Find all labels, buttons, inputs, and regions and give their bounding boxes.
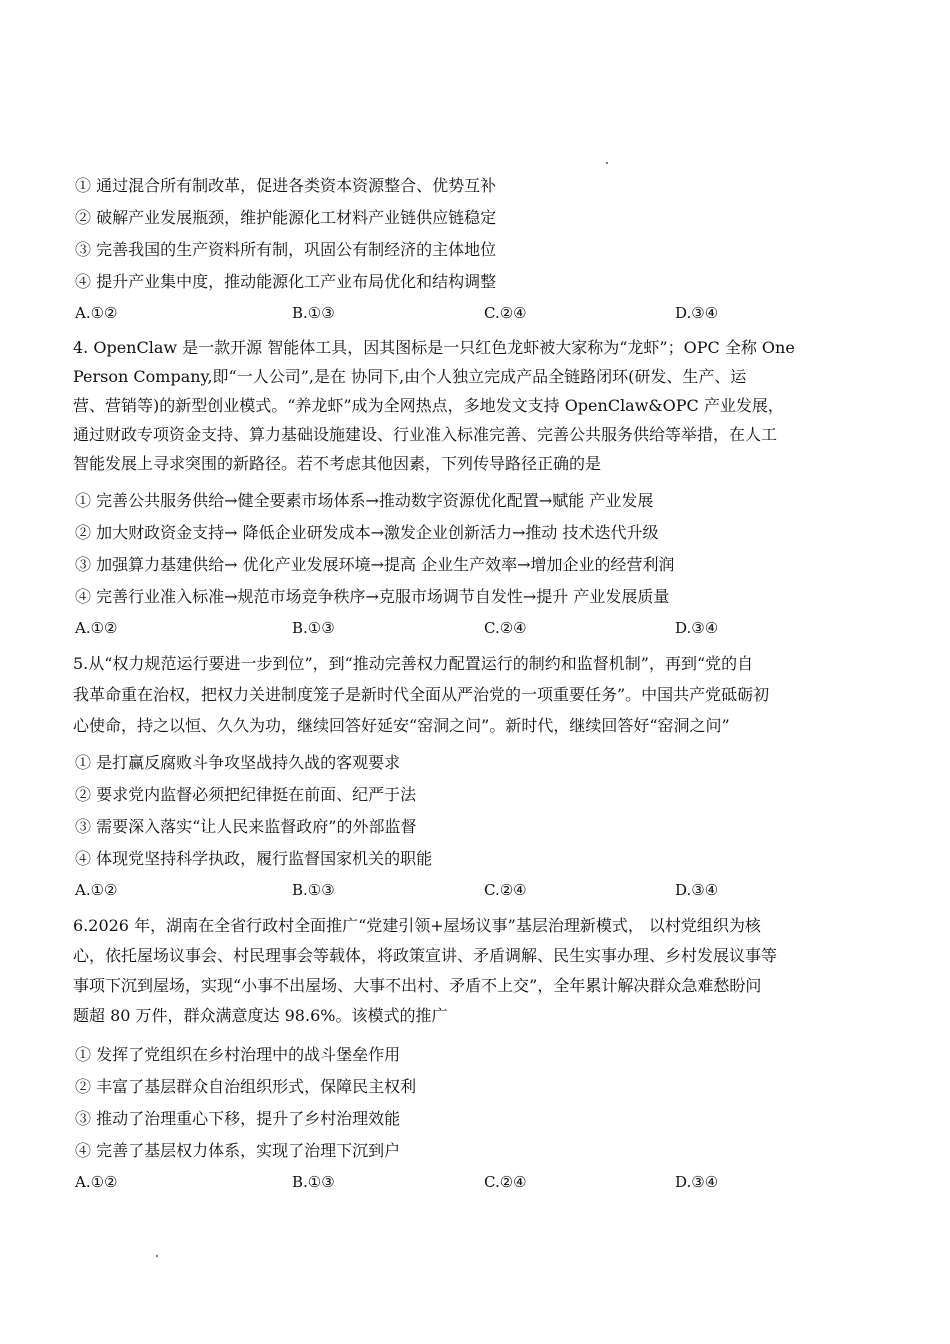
q6-option-d: D.③④: [675, 1173, 719, 1191]
q3-statement-4: ④ 提升产业集中度，推动能源化工产业布局优化和结构调整: [75, 272, 497, 291]
q6-stem-line-3: 事项下沉到屋场，实现“小事不出屋场、大事不出村、矛盾不上交”，全年累计解决群众急难愁盼问: [73, 976, 762, 995]
q4-stem-line-5: 智能发展上寻求突围的新路径。若不考虑其他因素，下列传导路径正确的是: [73, 454, 602, 473]
q6-stem-line-2: 心，依托屋场议事会、村民理事会等载体，将政策宣讲、矛盾调解、民生实事办理、乡村发展议事等: [73, 946, 778, 965]
q4-option-b: B.①③: [292, 619, 335, 637]
q4-option-a: A.①②: [75, 619, 118, 637]
q5-stem-line-1: 5.从“权力规范运行要进一步到位”，到“推动完善权力配置运行的制约和监督机制”，再到“党的自: [73, 654, 754, 673]
q6-statement-2: ② 丰富了基层群众自治组织形式，保障民主权利: [75, 1077, 417, 1096]
q5-option-a: A.①②: [75, 881, 118, 899]
q5-option-b: B.①③: [292, 881, 335, 899]
q3-statement-2: ② 破解产业发展瓶颈，维护能源化工材料产业链供应链稳定: [75, 208, 497, 227]
q3-option-b: B.①③: [292, 304, 335, 322]
q4-stem-line-2: Person Company,即“一人公司”,是在 协同下,由个人独立完成产品全链路闭环(研发、生产、运: [73, 367, 747, 386]
q3-option-a: A.①②: [75, 304, 118, 322]
q5-option-c: C.②④: [484, 881, 527, 899]
page-speck-bottom: [156, 1255, 158, 1257]
q5-statement-3: ③ 需要深入落实“让人民来监督政府”的外部监督: [75, 817, 417, 836]
q5-stem-line-2: 我革命重在治权，把权力关进制度笼子是新时代全面从严治党的一项重要任务”。中国共产党砥砺初: [73, 685, 770, 704]
q3-option-d: D.③④: [675, 304, 719, 322]
q4-stem-line-1: 4. OpenClaw 是一款开源 智能体工具，因其图标是一只红色龙虾被大家称为“龙虾”；OPC 全称 One: [73, 338, 795, 357]
q6-statement-1: ① 发挥了党组织在乡村治理中的战斗堡垒作用: [75, 1045, 401, 1064]
q5-statement-4: ④ 体现党坚持科学执政，履行监督国家机关的职能: [75, 849, 433, 868]
q6-stem-line-1: 6.2026 年，湖南在全省行政村全面推广“党建引领+屋场议事”基层治理新模式， 以村党组织为核: [73, 916, 761, 935]
q4-statement-3: ③ 加强算力基建供给→ 优化产业发展环境→提高 企业生产效率→增加企业的经营利润: [75, 555, 675, 574]
q4-statement-4: ④ 完善行业准入标准→规范市场竞争秩序→克服市场调节自发性→提升 产业发展质量: [75, 587, 670, 606]
q6-statement-3: ③ 推动了治理重心下移，提升了乡村治理效能: [75, 1109, 401, 1128]
q6-option-c: C.②④: [484, 1173, 527, 1191]
q4-option-d: D.③④: [675, 619, 719, 637]
q4-statement-1: ① 完善公共服务供给→健全要素市场体系→推动数字资源优化配置→赋能 产业发展: [75, 491, 654, 510]
page-speck-top: [606, 162, 608, 164]
q5-statement-1: ① 是打赢反腐败斗争攻坚战持久战的客观要求: [75, 753, 401, 772]
q5-statement-2: ② 要求党内监督必须把纪律挺在前面、纪严于法: [75, 785, 417, 804]
q3-option-c: C.②④: [484, 304, 527, 322]
q6-stem-line-4: 题超 80 万件，群众满意度达 98.6%。该模式的推广: [73, 1006, 448, 1025]
q3-statement-1: ① 通过混合所有制改革，促进各类资本资源整合、优势互补: [75, 176, 497, 195]
q6-option-a: A.①②: [75, 1173, 118, 1191]
q6-statement-4: ④ 完善了基层权力体系，实现了治理下沉到户: [75, 1141, 401, 1160]
q5-stem-line-3: 心使命，持之以恒、久久为功，继续回答好延安“窑洞之问”。新时代，继续回答好“窑洞之问”: [73, 716, 730, 735]
q4-statement-2: ② 加大财政资金支持→ 降低企业研发成本→激发企业创新活力→推动 技术迭代升级: [75, 523, 659, 542]
q4-option-c: C.②④: [484, 619, 527, 637]
q6-option-b: B.①③: [292, 1173, 335, 1191]
q4-stem-line-3: 营、营销等)的新型创业模式。“养龙虾”成为全网热点，多地发文支持 OpenClaw&OPC 产业发展，: [73, 396, 784, 415]
q3-statement-3: ③ 完善我国的生产资料所有制，巩固公有制经济的主体地位: [75, 240, 497, 259]
q4-stem-line-4: 通过财政专项资金支持、算力基础设施建设、行业准入标准完善、完善公共服务供给等举措，在人工: [73, 425, 778, 444]
q5-option-d: D.③④: [675, 881, 719, 899]
